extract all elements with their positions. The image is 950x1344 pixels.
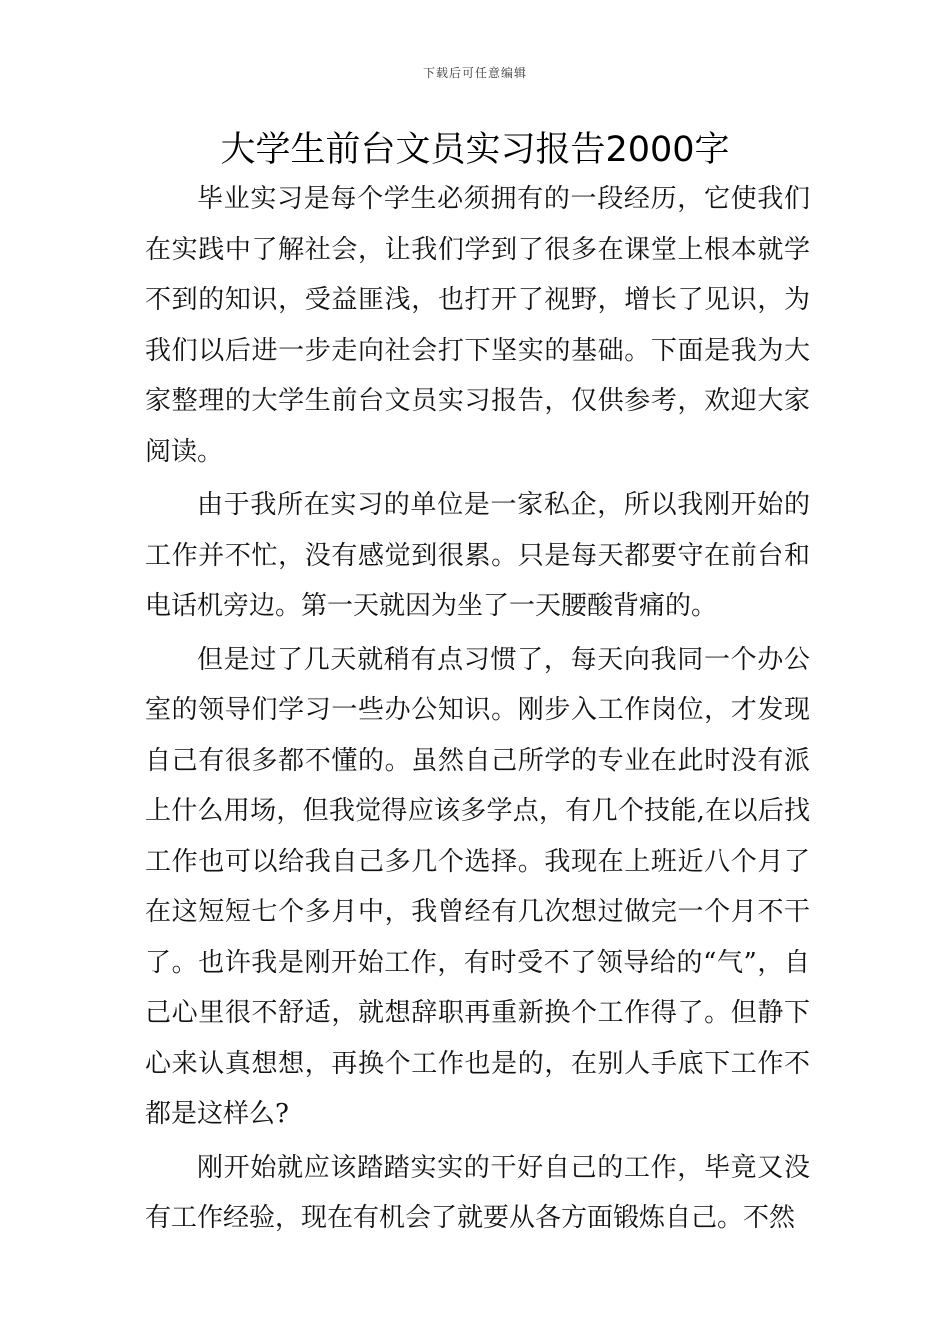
document-body bbox=[145, 174, 810, 1247]
document-title: 大学生前台文员实习报告2000字 bbox=[220, 130, 730, 170]
header-note: 下载后可任意编辑 bbox=[422, 66, 527, 80]
paragraph-3: 但是过了几天就稍有点习惯了，每天向我同一个办公室的领导们学习一些办公知识。刚步入工作岗位，才发现自己有很多都不懂的。虽然自己所学的专业在此时没有派上什么用场，但我觉得应该多学点，有几个技能,在以后找工作也可以给我自己多几个选择。我现在上班近八个月了在这短短七个多月中，我曾经有几次想过做完一个月不干了。也许我是刚开始工作，有时受不了领导给的“气”，自己心里很不舒适，就想辞职再重新换个工作得了。但静下心来认真想想，再换个工作也是的，在别人手底下工作不都是这样么? bbox=[145, 644, 810, 1129]
paragraph-2: 由于我所在实习的单位是一家私企，所以我刚开始的工作并不忙，没有感觉到很累。只是每天都要守在前台和电话机旁边。第一天就因为坐了一天腰酸背痛的。 bbox=[145, 490, 810, 621]
paragraph-1: 毕业实习是每个学生必须拥有的一段经历，它使我们在实践中了解社会，让我们学到了很多在课堂上根本就学不到的知识，受益匪浅，也打开了视野，增长了见识，为我们以后进一步走向社会打下坚实的基础。下面是我为大家整理的大学生前台文员实习报告，仅供参考，欢迎大家阅读。 bbox=[145, 184, 810, 467]
paragraph-4: 刚开始就应该踏踏实实的干好自己的工作，毕竟又没有工作经验，现在有机会了就要从各方面锻炼自己。不然 bbox=[145, 1152, 810, 1233]
